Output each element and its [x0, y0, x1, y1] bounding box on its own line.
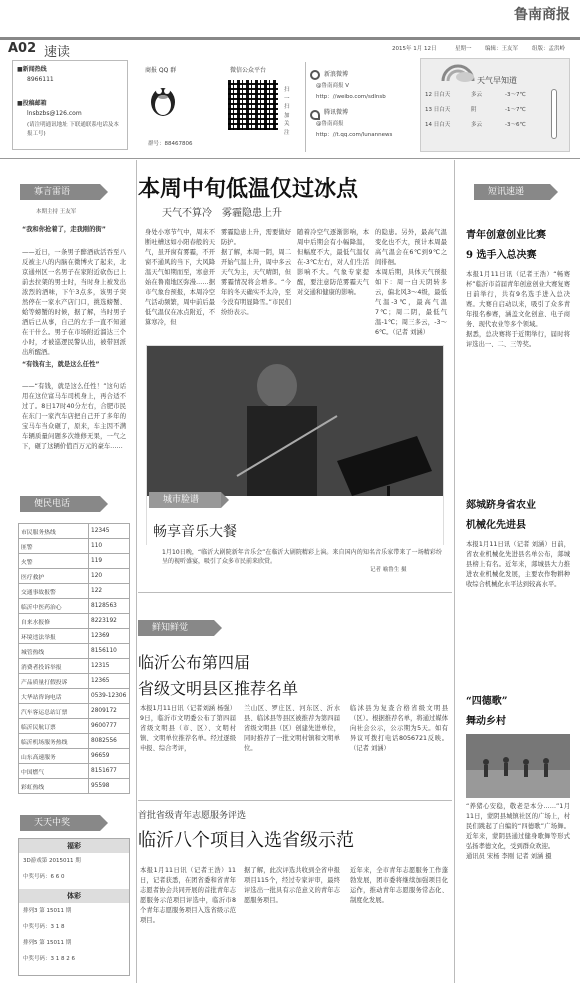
phone-row	[19, 719, 130, 734]
divider	[454, 160, 455, 983]
divider	[305, 62, 306, 152]
phone-number[interactable]: 119	[89, 554, 130, 569]
tag-brief: 短讯速递	[474, 184, 550, 200]
brief1-body: 本报1月11日讯（记者王浩）“畅赛杯”临沂市首届青年创意创业大赛复赛日前举行，共有9名选手进入总决赛。大赛自启动以来，吸引了众多青年报名参赛，涵盖文化创意、电子商务、现代农业等多个领域。 据悉，总决赛将于近期举行，届时将评选出一、二、三等奖。	[466, 271, 570, 348]
section-name: 速读	[44, 45, 71, 60]
divider	[138, 592, 452, 593]
tag-flash: 鲜知鲜觉	[138, 620, 214, 636]
phone-number[interactable]: 8082556	[89, 734, 130, 749]
phone-row	[19, 554, 130, 569]
photo-credit: 记者 喻鲁生 摄	[370, 567, 407, 573]
phone-number[interactable]: 120	[89, 569, 130, 584]
phone-number[interactable]: 2809172	[89, 704, 130, 719]
brief1-title-line2: 9 选手入总决赛	[466, 250, 537, 261]
tencent-weibo-name: @鲁南商报	[316, 121, 344, 127]
news2-body-col1: 本报1月11日讯（记者刘涵 杨强）9日，临沂市文明委公布了第四届省级文明县（市、区）、文明村镇、文明单位推荐名单。经过逐级申报、综合考评，	[140, 705, 236, 752]
phone-number[interactable]: 12345	[89, 524, 130, 539]
phone-service: 临沂机场服务热线	[19, 734, 89, 749]
weather-box	[420, 58, 570, 152]
phone-service: 火警	[19, 554, 89, 569]
weather-temp: -3～6℃	[505, 122, 526, 128]
phone-row	[19, 584, 130, 599]
phone-number[interactable]: 122	[89, 584, 130, 599]
phone-number[interactable]: 8128563	[89, 599, 130, 614]
pick5-numbers: 中奖号码：3 1 8 2 6	[23, 956, 75, 962]
phone-number[interactable]: 8223192	[89, 614, 130, 629]
concert-photo-frame	[146, 345, 444, 545]
tag-city: 城市脸谱	[149, 492, 221, 508]
phone-row	[19, 704, 130, 719]
brief3-title-line1: “四德歌”	[466, 696, 508, 707]
phone-table	[18, 523, 130, 794]
phone-number[interactable]: 110	[89, 539, 130, 554]
issue-date: 2015年 1月 12日	[392, 46, 437, 52]
newspaper-logo: 鲁南商报	[514, 7, 570, 23]
phone-service: 自来水报修	[19, 614, 89, 629]
phone-service: 医疗救护	[19, 569, 89, 584]
phone-service: 市民服务热线	[19, 524, 89, 539]
hotline-number: 8966111	[27, 76, 54, 83]
weather-cond: 多云	[471, 122, 483, 128]
main-body-col4: 的隐患。另外，最高气温变化也不大，预计本周最高气温会在6℃到9℃之间徘徊。 本周后期，具体天气预报如下：周一白天阴转多云，偏北风3～4级，最低气温-3℃，最高气温7℃；周二阴，最低气温-1℃；周三多云，-3～6℃。（记者 刘涵）	[375, 229, 447, 336]
pick3-numbers: 中奖号码：3 1 8	[23, 924, 65, 930]
wechat-qr-code[interactable]	[228, 80, 278, 130]
rainbow-icon	[441, 61, 475, 83]
phone-row	[19, 689, 130, 704]
divider	[138, 800, 452, 801]
phone-number[interactable]: 0539-12306	[89, 689, 130, 704]
sina-weibo-title: 新浪微博	[324, 71, 349, 78]
tag-lottery: 天天中奖	[20, 815, 100, 831]
qq-group-title: 商报 QQ 群	[145, 67, 177, 74]
phone-service: 匪警	[19, 539, 89, 554]
phone-number[interactable]: 8151677	[89, 764, 130, 779]
phone-row	[19, 674, 130, 689]
tencent-weibo-title: 腾讯微博	[324, 109, 349, 116]
phone-number[interactable]: 96659	[89, 749, 130, 764]
phone-number[interactable]: 12369	[89, 629, 130, 644]
photo-caption: 1月10日晚，“临沂大剧院新年音乐会”在临沂大剧院精彩上演。来自国内的知名音乐家带来了一场精彩纷呈的视听盛宴，吸引了众多市民前来欣赏。	[162, 549, 442, 565]
phone-row	[19, 659, 130, 674]
brief2-title-line1: 郯城跻身省农业	[466, 500, 536, 511]
phone-service: 消费者投诉举报	[19, 659, 89, 674]
phone-service: 交通事故报警	[19, 584, 89, 599]
phone-row	[19, 749, 130, 764]
phone-number[interactable]: 9600777	[89, 719, 130, 734]
quote-2: “有钱有主，就是这么任性”	[22, 361, 100, 368]
weather-title: 天气早知道	[477, 76, 517, 85]
quote-2-body: ——“有钱，就是这么任性！”这句话用在这位富马车司机身上，再合适不过了。8日17时40分左右，合肥市民在东门一家汽车店把自己开了多年的宝马车当众砸了，原来，车主因不满车辆质量问题多次维修无果，一气之下，砸了这辆价值百万元的豪车……	[22, 383, 126, 450]
qq-group-number: 群号：88467806	[148, 141, 193, 147]
lottery-3d-issue: 3D游戏第 2015011 期	[23, 858, 81, 864]
phone-service: 彩虹热线	[19, 779, 89, 794]
photo-title: 畅享音乐大餐	[153, 524, 237, 540]
phone-row	[19, 524, 130, 539]
brief2-body: 本报1月11日讯（记者 刘涵）日前，省农业机械化先进县名单公布，郯城县榜上有名。近年来，郯城县大力推进农业机械化发展，主要农作物耕种收综合机械化水平达到较高水平。	[466, 541, 570, 588]
brief3-body: “养猪心安稳，敬老是本分……”1月11日，蒙阴县城镇社区的广场上，村民们跳起了自编的“四德歌”广场舞。近年来，蒙阴县通过健身歌舞等形式弘扬孝德文化，受到群众欢迎。 通讯员 宋杨 李刚 记者 刘涵 摄	[466, 803, 570, 860]
layout-editor: 组版：孟洪岭	[532, 46, 566, 52]
weather-day: 14 日白天	[425, 122, 451, 128]
brief2-title-line2: 机械化先进县	[466, 520, 526, 531]
section-code: A02	[8, 41, 37, 56]
phone-number[interactable]: 95598	[89, 779, 130, 794]
header-rule	[0, 37, 580, 40]
tencent-weibo-icon	[310, 110, 320, 120]
wechat-title: 微信公众平台	[230, 67, 267, 74]
dance-photo	[466, 734, 570, 798]
scan-hint: 扫一扫 加关注	[284, 87, 290, 136]
lottery-3d-numbers: 中奖号码：6 6 0	[23, 874, 65, 880]
phone-service: 环境违法举报	[19, 629, 89, 644]
phone-row	[19, 629, 130, 644]
tencent-weibo-url[interactable]: http：//t.qq.com/lunannews	[316, 132, 393, 138]
editor: 编辑：王友军	[485, 46, 519, 52]
news3-title: 临沂八个项目入选省级示范	[138, 830, 354, 851]
sports-lottery-header: 体彩	[19, 889, 129, 903]
weather-day: 13 日白天	[425, 107, 451, 113]
phone-row	[19, 614, 130, 629]
phone-number[interactable]: 12315	[89, 659, 130, 674]
sina-weibo-name: @鲁南商报 V	[316, 83, 350, 89]
mail-address: lnsbzbs@126.com	[27, 110, 82, 117]
phone-number[interactable]: 8156110	[89, 644, 130, 659]
news3-body-col1: 本报1月11日讯（记者王浩）11日，记者获悉，在团省委和省青年志愿者协会共同开展的首批青年志愿服务示范项目评选中，临沂市8个青年志愿服务项目入选省级示范项目。	[140, 867, 236, 924]
penguin-icon	[148, 80, 178, 118]
divider	[136, 160, 137, 983]
weibo-icon	[310, 70, 320, 80]
welfare-lottery-header: 福彩	[19, 839, 129, 853]
phone-service: 山东高速服务	[19, 749, 89, 764]
phone-row	[19, 539, 130, 554]
news2-body-col3: 临沭县为复查合格省级文明县（区）。根据推荐名单，将通过媒体向社会公示，公示期为5天。如有异议可拨打电话8056721反映。（记者 刘涵）	[350, 705, 448, 752]
tag-words: 寡言雷语	[20, 184, 100, 200]
words-byline: 本期主持 王友军	[36, 209, 77, 215]
main-body-col2: 雾霾隐患上升，需要做好防护。 据了解，本周一阴，周二开始气温上升，周中多云天气为主，天气晴朗，但雾霾情况将会增多。“今年的冬天确实不太冷，至今没有明显降雪。”市民们纷纷表示。	[221, 229, 291, 316]
phone-row	[19, 569, 130, 584]
phone-row	[19, 734, 130, 749]
phone-service: 大华站咨询电话	[19, 689, 89, 704]
news2-title-line1: 临沂公布第四届	[138, 653, 251, 672]
tag-phone: 便民电话	[20, 496, 100, 512]
pick3-issue: 排列3 第 15011 期	[23, 908, 72, 914]
phone-service: 中国燃气	[19, 764, 89, 779]
thermometer-icon	[551, 89, 557, 139]
phone-service: 汽车客运总站订票	[19, 704, 89, 719]
weather-temp: -1～7℃	[505, 107, 526, 113]
weather-cond: 多云	[471, 92, 483, 98]
concert-photo	[147, 346, 443, 546]
brief1-title-line1: 青年创意创业比赛	[466, 230, 546, 241]
hotline-title: ■新闻热线	[17, 66, 47, 73]
issue-weekday: 星期一	[455, 46, 472, 52]
mail-note: (请注明通讯地址 下联通联系电话及本报工号)	[27, 122, 119, 137]
main-body-col3: 随着冷空气逐渐影响，本周中后期会有小幅降温，但幅度不大，最低气温仅在-3℃左右，对人们生活影响不大。气象专家提醒，要注意防范雾霾天气对交通和健康的影响。	[297, 229, 369, 296]
phone-row	[19, 779, 130, 794]
news3-body-col2: 据了解，此次评选共收到全省申报项目115个，经过专家评审，最终评选出一批具有示范意义的青年志愿服务项目。	[244, 867, 340, 904]
mail-title: ■投稿邮箱	[17, 100, 47, 107]
lottery-box	[18, 838, 130, 976]
news3-kicker: 首批省级青年志愿服务评选	[138, 811, 247, 821]
weather-day: 12 日白天	[425, 92, 451, 98]
phone-row	[19, 644, 130, 659]
brief3-title-line2: 舞动乡村	[466, 716, 506, 727]
weather-temp: -3～7℃	[505, 92, 526, 98]
main-subtitle: 天气不算冷 雾霾隐患上升	[162, 208, 282, 219]
main-headline: 本周中旬低温仅过冰点	[138, 176, 359, 202]
phone-number[interactable]: 12365	[89, 674, 130, 689]
news2-title-line2: 省级文明县区推荐名单	[138, 679, 299, 698]
weather-cond: 阴	[471, 107, 477, 113]
phone-row	[19, 599, 130, 614]
quote-1: “我和你抢着了，走我刚的街”	[22, 226, 106, 233]
pick5-issue: 排列5 第 15011 期	[23, 940, 72, 946]
quote-1-body: ——近日，一条男子醉酒砍活吞至八反被主八的内脑在微博火了起来，北京通州区一名男子在家附近砍伤已上前去拉架的男士时，当时身上被发出浓烈的酒味，下午3点多，该男子突然停在一家水产店门口，挑选螃蟹、蛤等螃蟹的时候，据了解，当时男子酒后已从事，自己的左手一直不知道在干什么。男子在市场附近溜达三个小时，才被巡逻民警认出，被带回派出所醒酒。	[22, 249, 126, 356]
divider	[0, 158, 580, 159]
phone-service: 临沂中医药治心	[19, 599, 89, 614]
phone-row	[19, 764, 130, 779]
news2-body-col2: 兰山区、罗庄区、河东区、沂水县、临沭县等县区被推荐为第四届省级文明县（区）创建先进单位，同时推荐了一批文明村镇和文明单位。	[244, 705, 340, 752]
sina-weibo-url[interactable]: http：//weibo.com/sdlnsb	[316, 94, 386, 100]
main-body-col1: 身处小寒节气中，周末不断吐槽这如小阳春般的天气，虽开窗有雾霾，不开窗不通风的当下，大风降温天气如期而至，寒意开始在鲁南地区弥漫……据市气象台预报，本周冷空气活动频繁，周中前后最低气温仅在冰点附近，不算寒冷，但	[145, 229, 215, 326]
phone-service: 城管热线	[19, 644, 89, 659]
news3-body-col3: 近年来，全市青年志愿服务工作蓬勃发展，团市委将继续加强项目化运作，推动青年志愿服务常态化、制度化发展。	[350, 867, 448, 904]
contact-box	[12, 60, 128, 150]
phone-service: 临沂民航订票	[19, 719, 89, 734]
phone-service: 产品质量打假投诉	[19, 674, 89, 689]
